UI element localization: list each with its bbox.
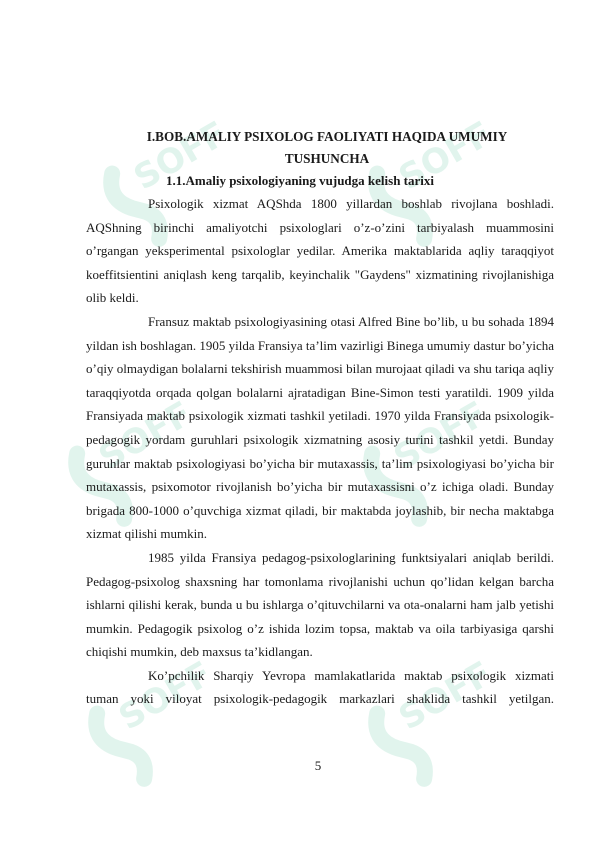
section-heading: 1.1.Amaliy psixologiyaning vujudga kelish tarixi [166, 173, 434, 188]
page-number: 5 [314, 758, 322, 773]
paragraph: Fransuz maktab psixologiyasining otasi Alfred Bine bo’lib, u bu sohada 1894 yildan ish boshlagan. 1905 yilda Fransiya ta’lim vazirligi Binega umumiy dastur bo’yicha o’qiy olmaydigan bolalarni tekshirish muammosi bilan murojaat qiladi va shu tariqa aqliy taraqqiyotda orqada qolgan bolalarni ajratadigan Bine-Simon testi yaratildi. 1909 yilda Fransiyada maktab psixologik xizmati tashkil yetiladi. 1970 yilda Fransiyada psixologik-pedagogik yordam guruhlari psixologik xizmatning asosiy turini tashkil yetdi. Bunday guruhlar maktab psixologiyasi bo’yicha bir mutaxassis, ta’lim psixologiyasi bo’yicha bir mutaxassis, psixomotor rivojlanish bo’yicha bir mutaxassisni o’z ichiga oladi. Bunday brigada 800-1000 o’quvchiga xizmat qiladi, bir maktabda joylashib, bir necha maktabga xizmat qilishi mumkin. [86, 313, 554, 542]
svg-text:SOFF: SOFF [127, 120, 230, 199]
svg-text:SOFF: SOFF [392, 660, 495, 739]
paragraph: Psixologik xizmat AQShda 1800 yillardan boshlab rivojlana boshladi. AQShning birinchi amaliyotchi psixologlari o’z-o’zini tarbiyalash muammosini o’rgangan yeksperimental psixologlar yedilar. Amerika maktablarida aqliy taraqqiyot koeffitsientini aniqlash keng tarqalib, keyinchalik "Gaydens" xizmatining rivojlanishiga olib keldi. [86, 196, 554, 306]
svg-text:SOFF: SOFF [392, 120, 495, 199]
svg-text:SOFF: SOFF [387, 400, 490, 479]
svg-text:SOFF: SOFF [92, 400, 195, 479]
svg-text:SOFF: SOFF [112, 660, 215, 739]
document-body [86, 126, 554, 711]
chapter-heading: I.BOB.AMALIY PSIXOLOG FAOLIYATI HAQIDA UMUMIY TUSHUNCHA [146, 129, 508, 166]
paragraph: 1985 yilda Fransiya pedagog-psixologlarining funktsiyalari aniqlab berildi. Pedagog-psixolog shaxsning har tomonlama rivojlanishi uchun qo’lidan kelgan barcha ishlarni qilishi kerak, bunda u bu ishlarga o’qituvchilarni va ota-onalarni ham jalb yetishi mumkin. Pedagogik psixolog o’z ishida lozim topsa, maktab va oila tarbiyasiga qarshi chiqishi mumkin, deb maxsus ta’kidlangan. [86, 549, 554, 660]
paragraph: Ko’pchilik Sharqiy Yevropa mamlakatlarida maktab psixologik xizmati tuman yoki viloyat psixologik-pedagogik markazlari shaklida tashkil yetilgan. [86, 667, 554, 707]
